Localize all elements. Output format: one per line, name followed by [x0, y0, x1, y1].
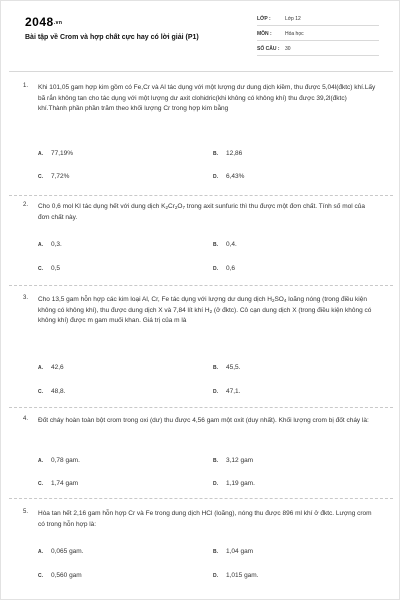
option-letter: D.	[213, 481, 218, 487]
class-value: Lớp 12	[285, 16, 301, 22]
option-b[interactable]	[213, 241, 237, 248]
option-text: 1,19 gam.	[226, 480, 255, 487]
option-letter: A.	[38, 365, 43, 371]
option-d[interactable]	[213, 173, 244, 180]
page-title: Bài tập về Crom và hợp chất cực hay có lời giải (P1)	[25, 34, 199, 41]
subject-underline	[257, 40, 379, 41]
question-4	[23, 416, 383, 496]
option-letter: C.	[38, 266, 43, 272]
option-letter: B.	[213, 365, 218, 371]
question-text: Khi 101,05 gam hợp kim gồm có Fe,Cr và Al tác dụng với một lượng dư dung dịch kiềm, thu được 5,04l(đktc) khí.Lấy bã rắn không tan cho tác dụng với một lượng dư axit clohidric(khi không có không khí) thu được 39,2l(đktc) khí.Thành phần phần trăm theo khối lượng Cr trong hợp kim bằng	[38, 84, 376, 112]
option-letter: D.	[213, 389, 218, 395]
question-text: Hòa tan hết 2,16 gam hỗn hợp Cr và Fe trong dung dịch HCl (loãng), nóng thu được 896 ml khí ở đktc. Lượng crom có trong hỗn hợp là:	[38, 510, 372, 528]
option-letter: C.	[38, 389, 43, 395]
question-number: 3.	[23, 295, 29, 301]
option-c[interactable]	[38, 572, 82, 579]
option-c[interactable]	[38, 480, 78, 487]
question-1	[23, 83, 383, 193]
question-divider	[9, 407, 393, 408]
header-divider	[9, 71, 393, 72]
option-text: 0,5	[51, 265, 61, 272]
option-d[interactable]	[213, 265, 235, 272]
question-3	[23, 295, 383, 405]
question-2	[23, 202, 383, 280]
option-text: 0,065 gam.	[51, 548, 84, 555]
option-text: 0,4.	[226, 241, 237, 248]
question-5	[23, 509, 383, 589]
option-letter: B.	[213, 242, 218, 248]
option-text: 1,015 gam.	[226, 572, 259, 579]
option-text: 7,72%	[51, 173, 70, 180]
option-text: 48,8.	[51, 388, 66, 395]
option-b[interactable]	[213, 364, 240, 371]
option-a[interactable]	[38, 364, 64, 371]
option-text: 47,1.	[226, 388, 241, 395]
option-letter: C.	[38, 174, 43, 180]
question-count-value: 30	[285, 46, 291, 52]
option-letter: C.	[38, 481, 43, 487]
option-c[interactable]	[38, 173, 69, 180]
option-a[interactable]	[38, 241, 62, 248]
option-text: 0,6	[226, 265, 236, 272]
question-divider	[9, 498, 393, 499]
option-text: 3,12 gam	[226, 457, 254, 464]
question-text: Cho 13,5 gam hỗn hợp các kim loại Al, Cr, Fe tác dụng với lượng dư dung dịch $H_2SO_4$ loãng nóng (trong điều kiện không có không khí), thu được dung dịch X và 7,84 lít khí $H_2$ (ở đktc). Cô cạn dung dịch X (trong điều kiện không có không khí) được m gam muối khan. Giá trị của m là	[38, 296, 372, 324]
option-text: 1,04 gam	[226, 548, 254, 555]
question-count-underline	[257, 55, 379, 56]
option-text: 0,3.	[51, 241, 62, 248]
option-letter: B.	[213, 151, 218, 157]
question-divider	[9, 195, 393, 196]
site-logo[interactable]	[25, 15, 62, 29]
header	[1, 1, 400, 57]
option-text: 1,74 gam	[51, 480, 79, 487]
question-number: 5.	[23, 509, 29, 515]
option-text: 6,43%	[226, 173, 245, 180]
option-b[interactable]	[213, 150, 242, 157]
option-c[interactable]	[38, 265, 60, 272]
option-letter: A.	[38, 151, 43, 157]
option-letter: B.	[213, 458, 218, 464]
option-letter: A.	[38, 458, 43, 464]
option-text: 12,86	[226, 150, 243, 157]
option-a[interactable]	[38, 150, 73, 157]
subject-value: Hóa học	[285, 31, 304, 37]
option-b[interactable]	[213, 457, 253, 464]
question-divider	[9, 285, 393, 286]
class-underline	[257, 25, 379, 26]
class-label: LỚP :	[257, 16, 271, 22]
option-text: 42,6	[51, 364, 64, 371]
logo-suffix: .vn	[53, 19, 63, 26]
option-letter: A.	[38, 549, 43, 555]
question-text: Cho 0,6 mol KI tác dụng hết với dung dịch $K_2Cr_2O_7$ trong axit sunfuric thì thu được một đơn chất. Tính số mol của đơn chất này.	[38, 203, 365, 221]
question-number: 1.	[23, 83, 29, 89]
option-d[interactable]	[213, 388, 240, 395]
logo-text: 2048	[25, 15, 54, 29]
question-count-label: SỐ CÂU :	[257, 46, 280, 52]
option-text: 45,5.	[226, 364, 241, 371]
option-letter: C.	[38, 573, 43, 579]
option-letter: B.	[213, 549, 218, 555]
option-letter: D.	[213, 174, 218, 180]
option-a[interactable]	[38, 548, 84, 555]
option-c[interactable]	[38, 388, 65, 395]
option-letter: D.	[213, 266, 218, 272]
question-text: Đốt cháy hoàn toàn bột crom trong oxi (dư) thu được 4,56 gam một oxit (duy nhất). Khối lượng crom bị đốt cháy là:	[38, 417, 369, 424]
option-a[interactable]	[38, 457, 80, 464]
option-d[interactable]	[213, 480, 255, 487]
subject-label: MÔN :	[257, 31, 272, 37]
question-number: 4.	[23, 416, 29, 422]
option-letter: D.	[213, 573, 218, 579]
question-number: 2.	[23, 202, 29, 208]
option-letter: A.	[38, 242, 43, 248]
option-text: 0,560 gam	[51, 572, 82, 579]
option-d[interactable]	[213, 572, 259, 579]
option-text: 77,19%	[51, 150, 74, 157]
option-b[interactable]	[213, 548, 253, 555]
option-text: 0,78 gam.	[51, 457, 80, 464]
